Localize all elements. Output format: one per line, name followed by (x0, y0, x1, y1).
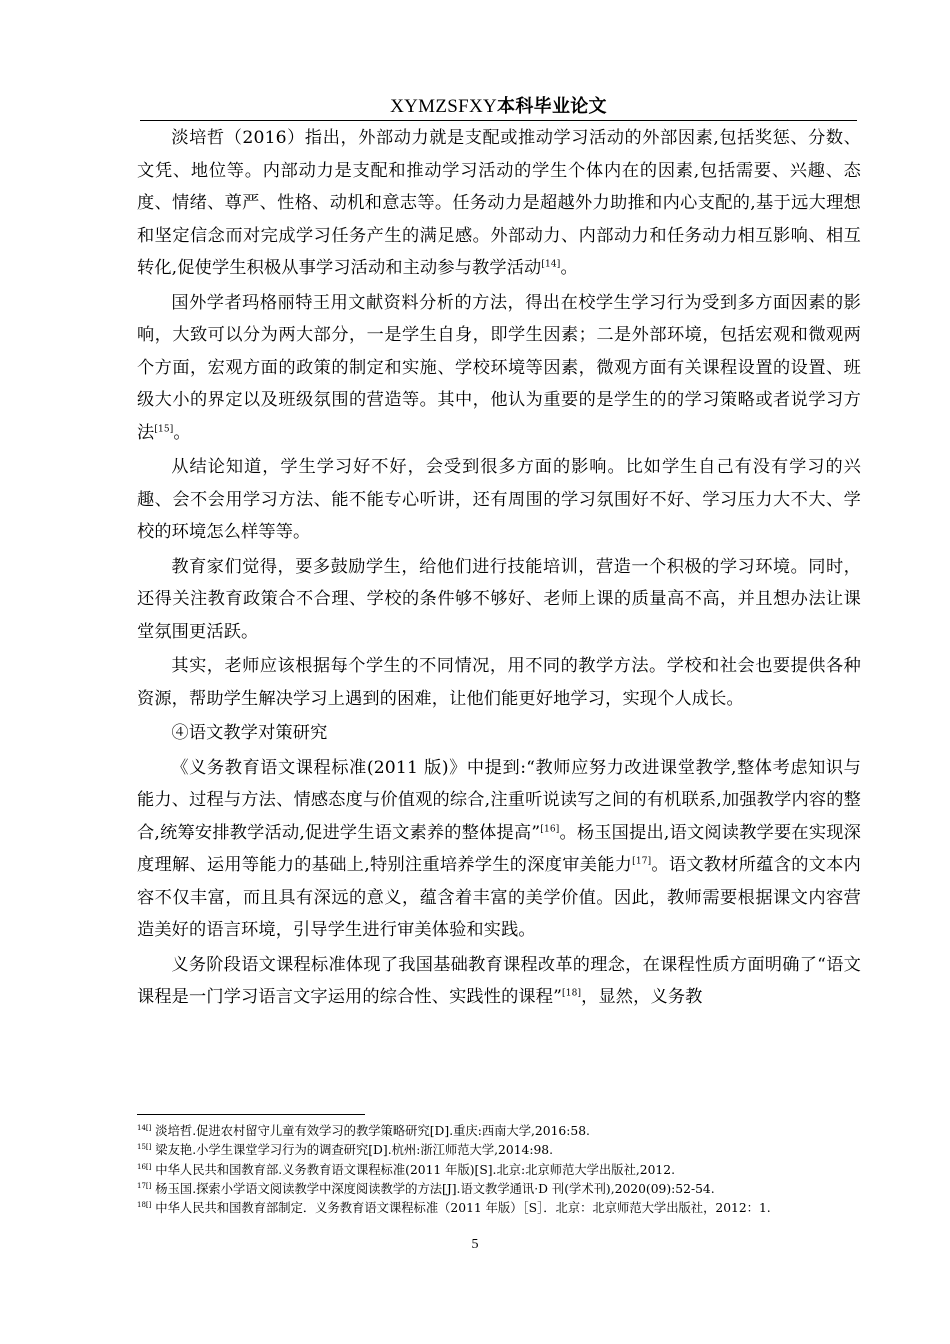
citation-ref: [18] (562, 988, 582, 999)
paragraph: 淡培哲（2016）指出，外部动力就是支配或推动学习活动的外部因素,包括奖惩、分数、文凭、地位等。内部动力是支配和推动学习活动的学生个体内在的因素,包括需要、兴趣、态度、情绪、尊严、性格、动机和意志等。任务动力是超越外力助推和内心支配的,基于远大理想和坚定信念而对完成学习任务产生的满足感。外部动力、内部动力和任务动力相互影响、相互转化,促使学生积极从事学习活动和主动参与教学活动[14]。 (137, 128, 861, 278)
page-header (140, 96, 857, 121)
footnote: $^{16[]}$ 中华人民共和国教育部.义务教育语文课程标准(2011 年版)[S].北京:北京师范大学出版社,2012. (137, 1162, 675, 1177)
footnote-number: 17[] (137, 1181, 152, 1190)
page-number: 5 (471, 1237, 479, 1252)
citation-ref: [16] (540, 823, 560, 834)
section-heading: ④语文教学对策研究 (171, 723, 328, 743)
footnotes (137, 1122, 861, 1218)
paragraph: 教育家们觉得，要多鼓励学生，给他们进行技能培训，营造一个积极的学习环境。同时，还得关注教育政策合不合理、学校的条件够不够好、老师上课的质量高不高，并且想办法让课堂氛围更活跃。 (137, 556, 861, 642)
header-title: 本科毕业论文 (497, 96, 607, 117)
footnote: $^{15[]}$ 梁友艳.小学生课堂学习行为的调查研究[D].杭州:浙江师范大学,2014:98. (137, 1143, 554, 1158)
citation-ref: [14] (541, 259, 561, 270)
footnote-number: 14[] (137, 1123, 152, 1132)
footnote: $^{17[]}$ 杨玉国.探索小学语文阅读教学中深度阅读教学的方法[J].语文教学通讯·D 刊(学术刊),2020(09):52-54. (137, 1181, 715, 1196)
paragraph: 从结论知道，学生学习好不好，会受到很多方面的影响。比如学生自己有没有学习的兴趣、会不会用学习方法、能不能专心听讲，还有周围的学习氛围好不好、学习压力大不大、学校的环境怎么样等等。 (137, 457, 861, 542)
footnote: $^{18[]}$ 中华人民共和国教育部制定．义务教育语文课程标准（2011 年版）［S］．北京：北京师范大学出版社，2012：1. (137, 1201, 771, 1216)
citation-ref: [15] (154, 423, 174, 434)
footnote-number: 15[] (137, 1143, 152, 1152)
main-text (137, 122, 861, 1016)
paragraph: 国外学者玛格丽特王用文献资料分析的方法，得出在校学生学习行为受到多方面因素的影响，大致可以分为两大部分，一是学生自身，即学生因素；二是外部环境，包括宏观和微观两个方面，宏观方面的政策的制定和实施、学校环境等因素，微观方面有关课程设置的设置、班级大小的界定以及班级氛围的营造等。其中，他认为重要的是学生的的学习策略或者说学习方法[15]。 (137, 292, 861, 443)
footnote-number: 18[] (137, 1201, 152, 1210)
footnote-number: 16[] (137, 1162, 152, 1171)
paragraph: 《义务教育语文课程标准(2011 版)》中提到:“教师应努力改进课堂教学,整体考虑知识与能力、过程与方法、情感态度与价值观的综合,注重听说读写之间的有机联系,加强教学内容的整合,统筹安排教学活动,促进学生语文素养的整体提高”[16]。杨玉国提出,语文阅读教学要在实现深度理解、运用等能力的基础上,特别注重培养学生的深度审美能力[17]。语文教材所蕴含的文本内容不仅丰富，而且具有深远的意义，蕴含着丰富的美学价值。因此，教师需要根据课文内容营造美好的语言环境，引导学生进行审美体验和实践。 (137, 757, 861, 940)
paragraph: 其实，老师应该根据每个学生的不同情况，用不同的教学方法。学校和社会也要提供各种资源，帮助学生解决学习上遇到的困难，让他们能更好地学习，实现个人成长。 (137, 656, 861, 709)
footnote-divider (137, 1114, 365, 1115)
footnote: $^{14[]}$ 淡培哲.促进农村留守儿童有效学习的教学策略研究[D].重庆:西南大学,2016:58. (137, 1123, 590, 1138)
paragraph: 义务阶段语文课程标准体现了我国基础教育课程改革的理念，在课程性质方面明确了“语文课程是一门学习语言文字运用的综合性、实践性的课程”[18]，显然，义务教 (137, 954, 861, 1007)
header-code: XYMZSFXY (390, 96, 498, 117)
citation-ref: [17] (632, 856, 652, 867)
